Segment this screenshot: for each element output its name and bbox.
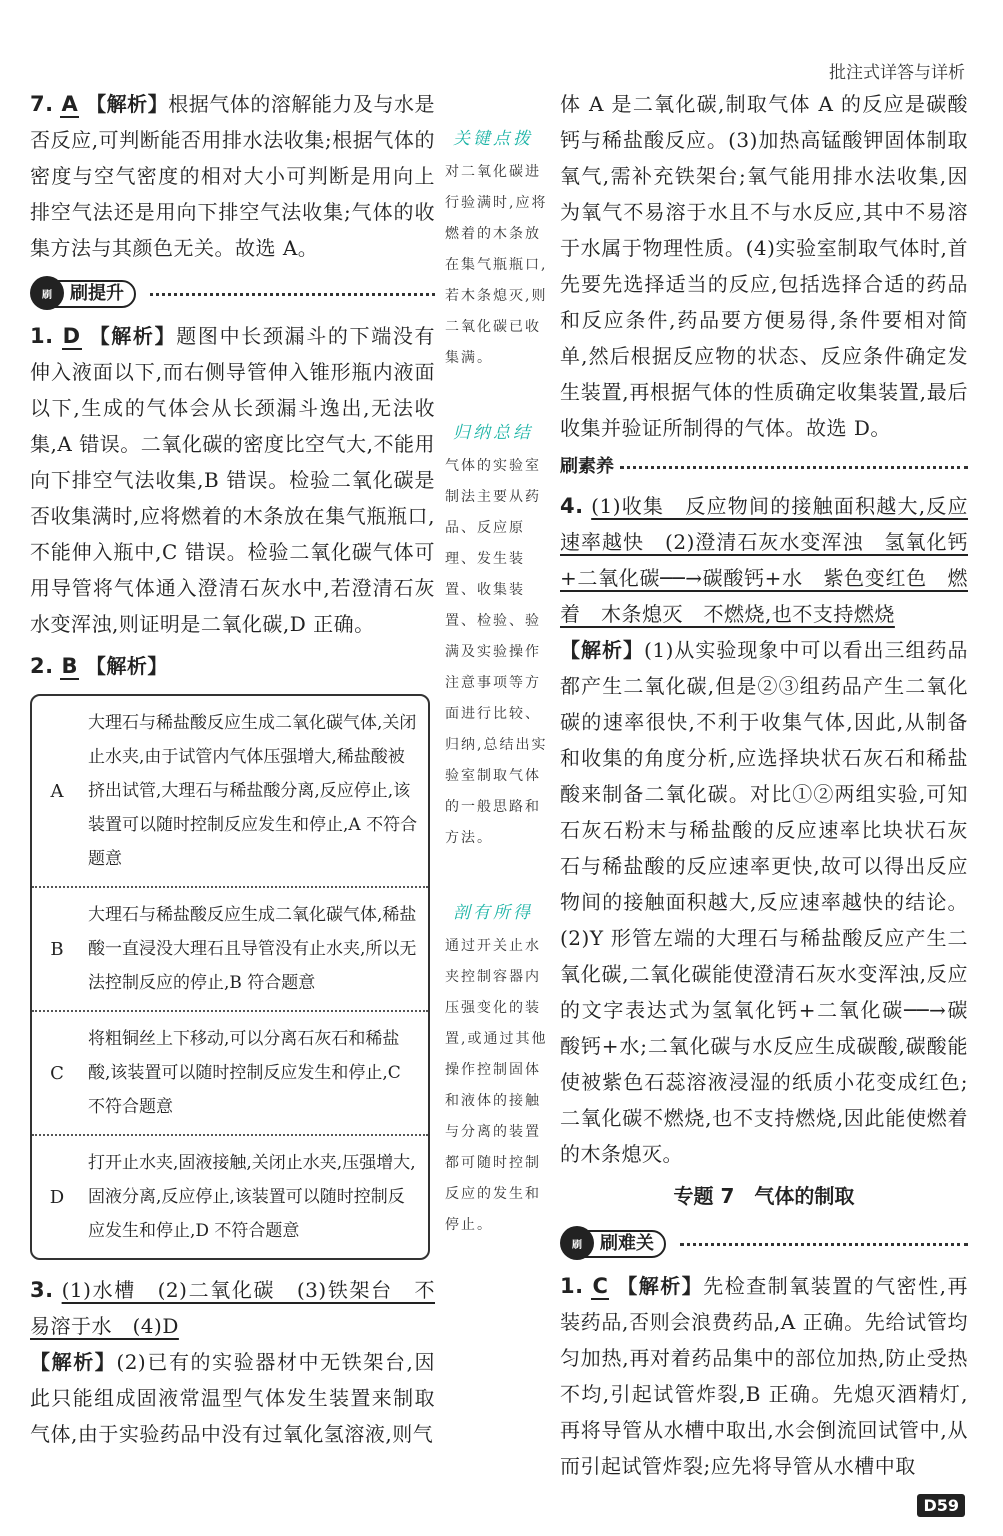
question-number: 3. (30, 1278, 54, 1302)
option-letter: B (50, 938, 64, 960)
side-note (445, 418, 555, 854)
option-letter: D (49, 1186, 65, 1208)
dotted-divider (150, 293, 435, 296)
answer-letter: D (62, 324, 81, 348)
answer-letter: C (592, 1274, 609, 1298)
question-3-analysis (30, 1344, 435, 1452)
table-row (32, 1136, 428, 1258)
section-label: 刷提升 (52, 280, 136, 308)
side-note-title: 归纳总结 (453, 423, 533, 443)
answer-letter: A (61, 92, 79, 116)
analysis-tag: 【解析】 (86, 92, 169, 116)
section-label: 刷难关 (582, 1230, 666, 1258)
question-3-continued: 体 A 是二氧化碳,制取气体 A 的反应是碳酸钙与稀盐酸反应。(3)加热高锰酸钾固体制取氧气,需补充铁架台;氧气能用排水法收集,因为氧气不易溶于水且不与水反应,其中不易溶于水属于物理性质。(4)实验室制取气体时,首先要先选择适当的反应,包括选择合适的药品和反应条件,药品要方便易得,条件要相对简单,然后根据反应物的状态、反应条件确定发生装置,再根据气体的性质确定收集装置,最后收集并验证所制得的气体。故选 D。 (560, 92, 968, 440)
option-text: 打开止水夹,固液接触,关闭止水夹,压强增大,固液分离,反应停止,该装置可以随时控制反应发生和停止,D 不符合题意 (88, 1153, 416, 1241)
analysis-tag: 【解析】 (617, 1274, 704, 1298)
analysis-text: 先检查制氧装置的气密性,再装药品,否则会浪费药品,A 正确。先给试管均匀加热,再对着药品集中的部位加热,防止受热不均,引起试管炸裂,B 正确。先熄灭酒精灯,再将导管从水槽中取出,水会倒流回试管中,从而引起试管炸裂;应先将导管从水槽中取 (560, 1274, 969, 1478)
option-text: 大理石与稀盐酸反应生成二氧化碳气体,稀盐酸一直浸没大理石且导管没有止水夹,所以无法控制反应的停止,B 符合题意 (88, 905, 417, 993)
question-7 (30, 86, 435, 266)
option-text: 将粗铜丝上下移动,可以分离石灰石和稀盐酸,该装置可以随时控制反应发生和停止,C 不符合题意 (88, 1029, 401, 1117)
option-letter: A (50, 780, 64, 802)
question-number: 1. (560, 1274, 584, 1298)
right-column (560, 86, 968, 1484)
question-number: 4. (560, 494, 584, 518)
side-note-title: 剖有所得 (453, 903, 533, 923)
answer-line: (1)收集 反应物间的接触面积越大,反应速率越快 (2)澄清石灰水变浑浊 氢氧化钙+二氧化碳──→碳酸钙+水 紫色变红色 燃着 木条熄灭 不燃烧,也不支持燃烧 (560, 494, 969, 626)
question-1 (30, 318, 435, 642)
analysis-tag: 【解析】 (85, 654, 168, 678)
brush-icon: 刷 (560, 1226, 594, 1260)
topic-title: 专题 7 气体的制取 (673, 1184, 855, 1208)
table-row (32, 696, 428, 888)
dotted-divider (680, 1243, 968, 1246)
section-header-suyang (560, 450, 968, 484)
analysis-text: (1)从实验现象中可以看出三组药品都产生二氧化碳,但是②③组药品产生二氧化碳的速率很快,不利于收集气体,因此,从制备和收集的角度分析,应选择块状石灰石和稀盐酸来制备二氧化碳。对比①②两组实验,可知石灰石粉末与稀盐酸的反应速率比块状石灰石与稀盐酸的反应速率更快,故可以得出反应物间的接触面积越大,反应速率越快的结论。(2)Y 形管左端的大理石与稀盐酸反应产生二氧化碳,二氧化碳能使澄清石灰水变浑浊,反应的文字表达式为氢氧化钙+二氧化碳──→碳酸钙+水;二氧化碳与水反应生成碳酸,碳酸能使被紫色石蕊溶液浸湿的纸质小花变成红色;二氧化碳不燃烧,也不支持燃烧,因此能使燃着的木条熄灭。 (560, 638, 968, 1166)
side-note-text: 对二氧化碳进行验满时,应将燃着的木条放在集气瓶瓶口,若木条熄灭,则二氧化碳已收集满。 (445, 164, 548, 366)
analysis-tag: 【解析】 (560, 638, 645, 662)
question-2 (30, 648, 435, 684)
options-table (30, 694, 430, 1260)
page-number: D59 (917, 1494, 965, 1517)
table-row (32, 888, 428, 1012)
question-4 (560, 488, 968, 632)
section-header-nanguan (560, 1224, 968, 1262)
answer-letter: B (61, 654, 78, 678)
analysis-text: (2)已有的实验器材中无铁架台,因此只能组成固液常温型气体发生装置来制取气体,由于实验药品中没有过氧化氢溶液,则气 (30, 1350, 436, 1446)
analysis-text: 题图中长颈漏斗的下端没有伸入液面以下,而右侧导管伸入锥形瓶内液面以下,生成的气体会从长颈漏斗逸出,无法收集,A 错误。二氧化碳的密度比空气大,不能用向下排空气法收集,B 错误。检验二氧化碳是否收集满时,应将燃着的木条放在集气瓶瓶口,不能伸入瓶中,C 错误。检验二氧化碳气体可用导管将气体通入澄清石灰水中,若澄清石灰水变浑浊,则证明是二氧化碳,D 正确。 (30, 324, 436, 636)
section-label: 刷素养 (560, 456, 620, 477)
left-column (30, 86, 435, 1452)
dotted-divider (620, 466, 968, 469)
table-row (32, 1012, 428, 1136)
question-1b (560, 1268, 968, 1484)
side-note-text: 气体的实验室制法主要从药品、反应原理、发生装置、收集装置、检验、验满及实验操作注意事项等方面进行比较、归纳,总结出实验室制取气体的一般思路和方法。 (445, 458, 548, 846)
analysis-text: 根据气体的溶解能力及与水是否反应,可判断能否用排水法收集;根据气体的密度与空气密度的相对大小可判断是用向上排空气法还是用向下排空气法收集;气体的收集方法与其颜色无关。故选 A。 (30, 92, 436, 260)
side-note-title: 关键点拨 (453, 129, 533, 149)
analysis-tag: 【解析】 (89, 324, 177, 348)
question-number: 1. (30, 324, 54, 348)
question-4-analysis (560, 632, 968, 1172)
section-header-tisheng (30, 274, 435, 312)
question-3 (30, 1272, 435, 1344)
question-number: 7. (30, 92, 54, 116)
question-number: 2. (30, 654, 54, 678)
option-letter: C (50, 1062, 64, 1084)
analysis-tag: 【解析】 (30, 1350, 117, 1374)
side-note-text: 通过开关止水夹控制容器内压强变化的装置,或通过其他操作控制固体和液体的接触与分离的装置都可随时控制反应的发生和停止。 (445, 938, 548, 1233)
answer-line: (1)水槽 (2)二氧化碳 (3)铁架台 不易溶于水 (4)D (30, 1278, 436, 1338)
side-notes (445, 124, 555, 1285)
side-note (445, 124, 555, 374)
page-header: 批注式详答与详析 (829, 63, 965, 83)
side-note (445, 898, 555, 1241)
brush-icon: 刷 (30, 276, 64, 310)
option-text: 大理石与稀盐酸反应生成二氧化碳气体,关闭止水夹,由于试管内气体压强增大,稀盐酸被挤出试管,大理石与稀盐酸分离,反应停止,该装置可以随时控制反应发生和停止,A 不符合题意 (88, 713, 418, 869)
